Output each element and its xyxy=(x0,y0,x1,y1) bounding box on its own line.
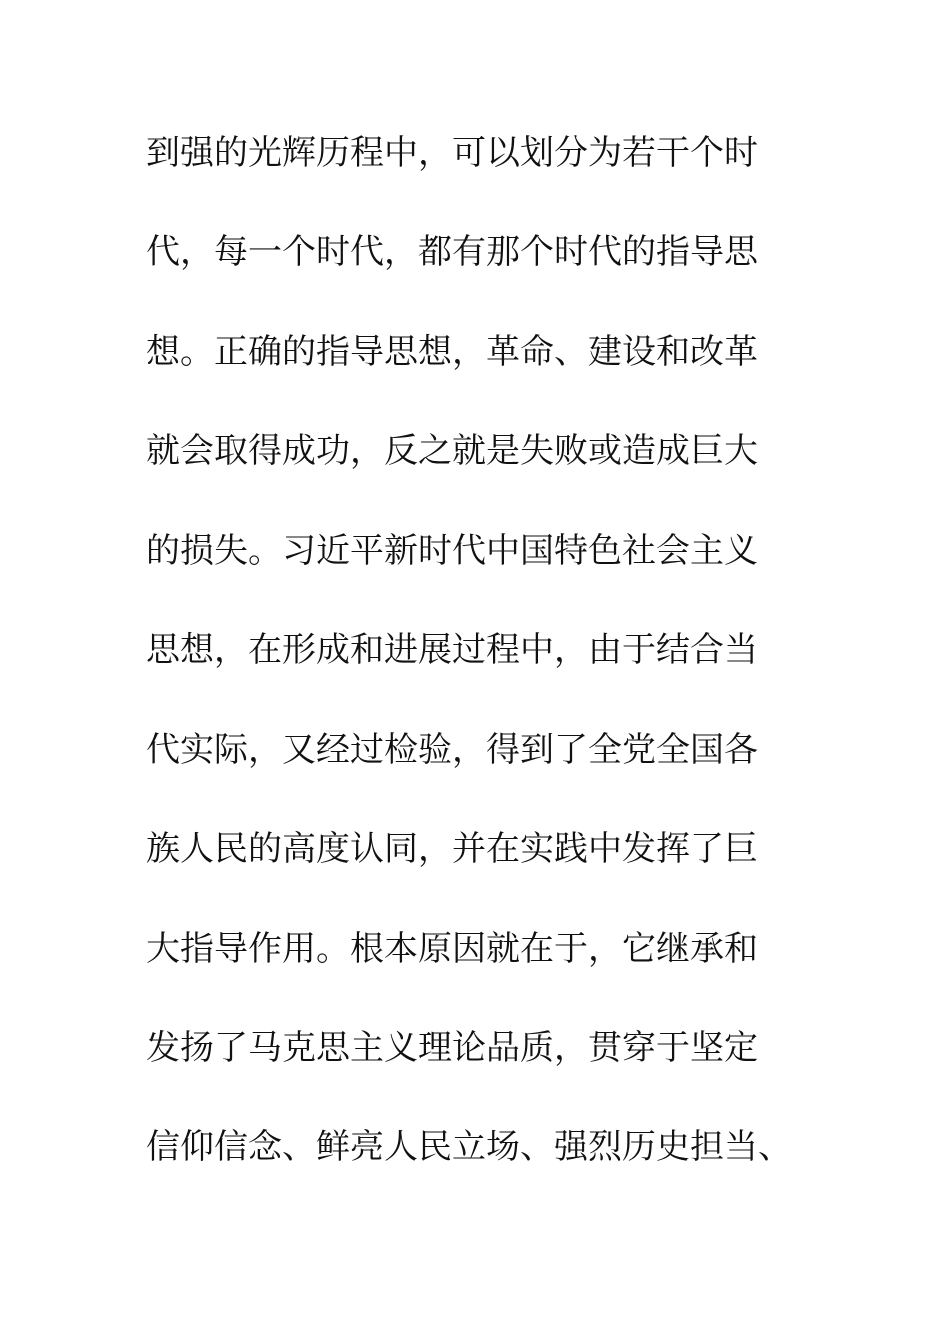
text-line: 就会取得成功，反之就是失败或造成巨大 xyxy=(146,431,758,471)
text-line: 到强的光辉历程中，可以划分为若干个时 xyxy=(146,133,758,173)
text-line: 族人民的高度认同，并在实践中发挥了巨 xyxy=(146,829,758,869)
text-line: 想。正确的指导思想，革命、建设和改革 xyxy=(146,332,758,372)
text-line: 发扬了马克思主义理论品质，贯穿于坚定 xyxy=(146,1028,758,1068)
text-line: 代，每一个时代，都有那个时代的指导思 xyxy=(146,232,758,272)
text-line: 的损失。习近平新时代中国特色社会主义 xyxy=(146,531,758,571)
text-line: 思想，在形成和进展过程中，由于结合当 xyxy=(146,630,758,670)
text-line: 大指导作用。根本原因就在于，它继承和 xyxy=(146,929,758,969)
text-line: 信仰信念、鲜亮人民立场、强烈历史担当、 xyxy=(146,1127,792,1167)
text-line: 代实际，又经过检验，得到了全党全国各 xyxy=(146,730,758,770)
